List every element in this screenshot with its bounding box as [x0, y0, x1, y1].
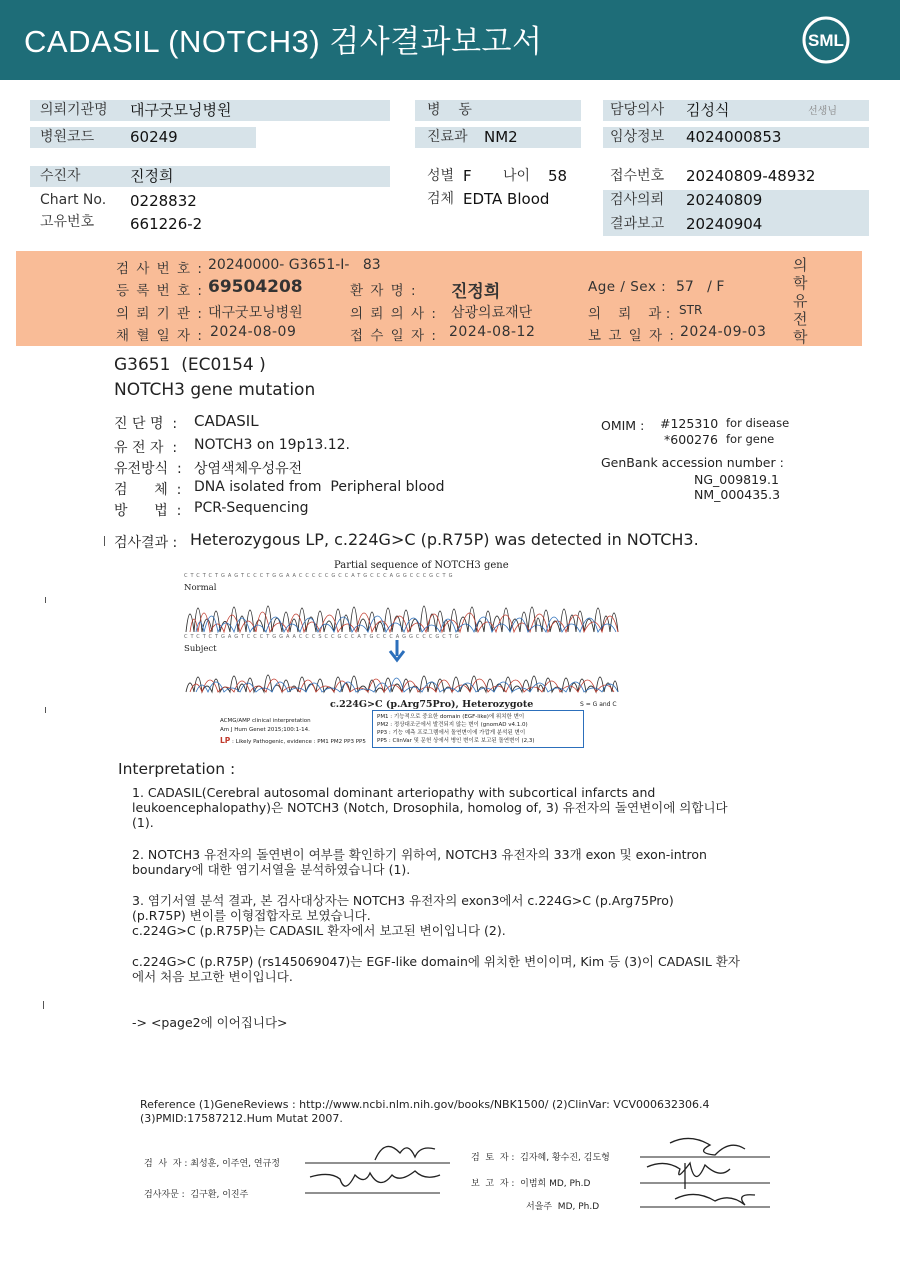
inst-label: 의 뢰 기 관 : — [116, 306, 204, 322]
reporter-2: 서을주 MD, Ph.D — [526, 1202, 600, 1212]
report-date-label: 결과보고 — [610, 216, 665, 232]
test-name: NOTCH3 gene mutation — [114, 380, 316, 400]
unique-no-value: 661226-2 — [130, 215, 203, 233]
diagnosis-label: 진 단 명 : — [114, 416, 178, 432]
clinical-info-label: 임상정보 — [610, 129, 665, 145]
gene-label: 유 전 자 : — [114, 440, 178, 456]
omim-gene-note: for gene — [726, 432, 775, 446]
examiner: 검 사 자 : 최성훈, 이주연, 연규정 — [144, 1159, 280, 1169]
diagnosis-value: CADASIL — [194, 412, 259, 430]
omim-disease-note: for disease — [726, 416, 790, 430]
patient-value: 진정희 — [130, 167, 174, 185]
doctor-suffix: 선생님 — [808, 106, 837, 117]
evidence-pp3: PP3 : 기능 예측 프로그램에서 돌연변이에 가깝게 분석된 변이 — [377, 730, 526, 736]
result-label: 검사결과 : — [114, 535, 178, 551]
patient-name-value: 진정희 — [451, 282, 501, 302]
side-char-2: 학 — [793, 274, 808, 292]
chromatogram-figure — [182, 560, 622, 752]
receive-value: 2024-08-12 — [449, 324, 536, 340]
examiner-signature-stroke-1 — [375, 1146, 435, 1160]
report-value: 2024-09-03 — [680, 324, 767, 340]
reviewer-signature-icon — [635, 1133, 775, 1213]
margin-mark — [43, 1001, 44, 1009]
request-date-label: 검사의뢰 — [610, 192, 665, 208]
advisor: 검사자문 : 김구환, 이진주 — [144, 1190, 249, 1200]
inst-value: 대구굿모닝병원 — [208, 305, 303, 321]
dept-value: STR — [679, 303, 703, 317]
logo-text: SML — [808, 31, 844, 50]
side-char-3: 유 — [793, 292, 808, 310]
agesex-value: 57 / F — [676, 279, 725, 295]
p2-line-1: 2. NOTCH3 유전자의 돌연변이 여부를 확인하기 위하여, NOTCH3 유전자의 33개 exon 및 exon-intron — [132, 847, 707, 862]
acmg-line-1: ACMG/AMP clinical interpretation — [220, 718, 311, 724]
reference-line-2: (3)PMID:17587212.Hum Mutat 2007. — [140, 1112, 343, 1125]
evidence-box — [372, 710, 584, 748]
dept-label: 의 뢰 과 : — [588, 306, 671, 322]
clinical-info-value: 4024000853 — [686, 128, 782, 146]
continue-note: -> <page2에 이어집니다> — [132, 1015, 288, 1030]
test-no-label: 검 사 번 호 : — [116, 261, 204, 277]
method-label: 방 법 : — [114, 503, 182, 519]
p3-line-1: 3. 염기서열 분석 결과, 본 검사대상자는 NOTCH3 유전자의 exon3에서 c.224G>C (p.Arg75Pro) — [132, 893, 674, 908]
sex-value: F — [463, 167, 472, 185]
margin-mark — [45, 707, 46, 713]
side-char-5: 학 — [793, 328, 808, 346]
report-date-value: 20240904 — [686, 215, 763, 233]
test-no-value: 20240000- G3651-I- 83 — [208, 257, 381, 273]
institution-value: 대구굿모닝병원 — [130, 101, 232, 119]
subject-sequence-label: CTCTCTGAGTCCCTGGAACCCSCCGCCATGCCCAGGCCCGCTG — [184, 634, 462, 640]
reviewer-signature-stroke-2 — [647, 1163, 730, 1189]
reviewer-signature-stroke-1 — [670, 1138, 745, 1155]
interpretation-p2 — [132, 847, 792, 877]
normal-label: Normal — [184, 583, 217, 593]
receipt-no-label: 접수번호 — [610, 168, 665, 184]
specimen-type-value: DNA isolated from Peripheral blood — [194, 479, 445, 495]
interpretation-title: Interpretation : — [118, 760, 236, 778]
interpretation-p1 — [132, 785, 792, 830]
reg-no-value: 69504208 — [208, 277, 303, 297]
collect-value: 2024-08-09 — [210, 324, 297, 340]
margin-mark — [45, 597, 46, 603]
side-char-4: 전 — [793, 310, 808, 328]
figure-legend: S = G and C — [580, 701, 617, 708]
gene-value: NOTCH3 on 19p13.12. — [194, 437, 351, 453]
inheritance-value: 상염색체우성유전 — [194, 461, 303, 477]
receipt-no-value: 20240809-48932 — [686, 167, 816, 185]
subject-trace — [182, 654, 622, 694]
specimen-value: EDTA Blood — [463, 190, 550, 208]
interpretation-p3 — [132, 893, 792, 938]
evidence-pm2: PM2 : 정상대조군에서 발견되지 않는 변이 (gnomAD v4.1.0) — [377, 722, 528, 728]
p4-line-2: 에서 처음 보고한 변이입니다. — [132, 969, 293, 984]
department-value: NM2 — [484, 128, 518, 146]
genbank-2: NM_000435.3 — [694, 487, 781, 502]
p4-line-1: c.224G>C (p.R75P) (rs145069047)는 EGF-like domain에 위치한 변이이며, Kim 등 (3)이 CADASIL 환자 — [132, 954, 740, 969]
doctor-label: 담당의사 — [610, 102, 665, 118]
interpretation-p4 — [132, 954, 792, 984]
normal-sequence-label: CTCTCTGAGTCCCTGGAACCCCCGCCATGCCCAGGCCCGCTG — [184, 573, 456, 579]
margin-mark — [104, 536, 105, 546]
omim-disease: #125310 — [660, 416, 719, 431]
acmg-line-2: Am J Hum Genet 2015;100:1-14. — [220, 727, 310, 733]
chart-no-value: 0228832 — [130, 192, 197, 210]
chart-no-label: Chart No. — [40, 192, 107, 208]
sml-logo — [800, 14, 852, 66]
sex-label: 성별 — [427, 168, 455, 184]
p1-line-2: leukoencephalopathy)은 NOTCH3 (Notch, Drosophila, homolog of, 3) 유전자의 돌연변이에 의합니다 — [132, 800, 728, 815]
reference-line-1: Reference (1)GeneReviews : http://www.ncbi.nlm.nih.gov/books/NBK1500/ (2)ClinVar: VCV000632306.4 — [140, 1098, 710, 1111]
department-label: 진료과 — [427, 129, 468, 145]
inheritance-label: 유전방식 : — [114, 461, 182, 477]
figure-title: Partial sequence of NOTCH3 gene — [334, 560, 509, 571]
patient-bar — [30, 166, 390, 187]
side-char-1: 의 — [793, 256, 808, 274]
reviewer-signature-stroke-3 — [675, 1194, 755, 1205]
normal-trace — [182, 576, 622, 634]
examiner-signature-stroke-2 — [310, 1171, 440, 1186]
collect-label: 채 혈 일 자 : — [116, 328, 204, 344]
hospital-code-value: 60249 — [130, 128, 178, 146]
reviewer: 검 토 자 : 김자혜, 황수진, 김도형 — [471, 1153, 610, 1163]
p3-line-2: (p.R75P) 변이를 이형접합자로 보였습니다. — [132, 908, 371, 923]
genbank-1: NG_009819.1 — [694, 472, 779, 487]
p2-line-2: boundary에 대한 염기서열을 분석하였습니다 (1). — [132, 862, 411, 877]
evidence-pm1: PM1 : 기능적으로 중요한 domain (EGF-like)에 위치한 변이 — [377, 714, 525, 720]
patient-name-label: 환 자 명 : — [350, 283, 418, 299]
subject-label: Subject — [184, 644, 217, 654]
reg-no-label: 등 록 번 호 : — [116, 283, 204, 299]
unique-no-label: 고유번호 — [40, 214, 95, 230]
receive-label: 접 수 일 자 : — [350, 328, 438, 344]
agesex-label: Age / Sex : — [588, 279, 667, 295]
test-code: G3651 (EC0154 ) — [114, 355, 266, 375]
req-doctor-label: 의 뢰 의 사 : — [350, 306, 438, 322]
request-date-value: 20240809 — [686, 191, 763, 209]
specimen-label: 검체 — [427, 191, 455, 207]
report-label: 보 고 일 자 : — [588, 328, 676, 344]
p1-line-1: 1. CADASIL(Cerebral autosomal dominant arteriopathy with subcortical infarcts and — [132, 785, 656, 800]
p1-line-3: (1). — [132, 815, 154, 830]
patient-label: 수진자 — [40, 168, 81, 184]
ward-label: 병 동 — [427, 102, 472, 118]
subject-trace-black — [186, 675, 618, 692]
doctor-value: 김성식 — [686, 101, 730, 119]
p3-line-3: c.224G>C (p.R75P)는 CADASIL 환자에서 보고된 변이입니다 (2). — [132, 923, 506, 938]
reporter: 보 고 자 : 이범희 MD, Ph.D — [471, 1179, 591, 1189]
specimen-type-label: 검 체 : — [114, 482, 182, 498]
institution-label: 의뢰기관명 — [40, 102, 108, 118]
result-value: Heterozygous LP, c.224G>C (p.R75P) was detected in NOTCH3. — [190, 530, 699, 549]
omim-label: OMIM : — [601, 418, 645, 433]
method-value: PCR-Sequencing — [194, 500, 309, 516]
acmg-lp: LP — [220, 736, 231, 745]
evidence-pp5: PP5 : ClinVar 및 문헌 상에서 병인 변이로 보고된 돌연변이 (2,3) — [377, 738, 535, 744]
omim-gene: *600276 — [664, 432, 718, 447]
hospital-code-label: 병원코드 — [40, 129, 95, 145]
req-doctor-value: 삼광의료재단 — [451, 305, 533, 321]
examiner-signature-icon — [300, 1135, 460, 1200]
figure-caption: c.224G>C (p.Arg75Pro), Heterozygote — [330, 699, 534, 710]
age-value: 58 — [548, 167, 568, 185]
report-title: CADASIL (NOTCH3) 검사결과보고서 — [24, 24, 543, 59]
genbank-label: GenBank accession number : — [601, 455, 784, 470]
acmg-line-3: : Likely Pathogenic, evidence : PM1 PM2 PP3 PP5 — [232, 739, 366, 745]
age-label: 나이 — [503, 168, 531, 184]
